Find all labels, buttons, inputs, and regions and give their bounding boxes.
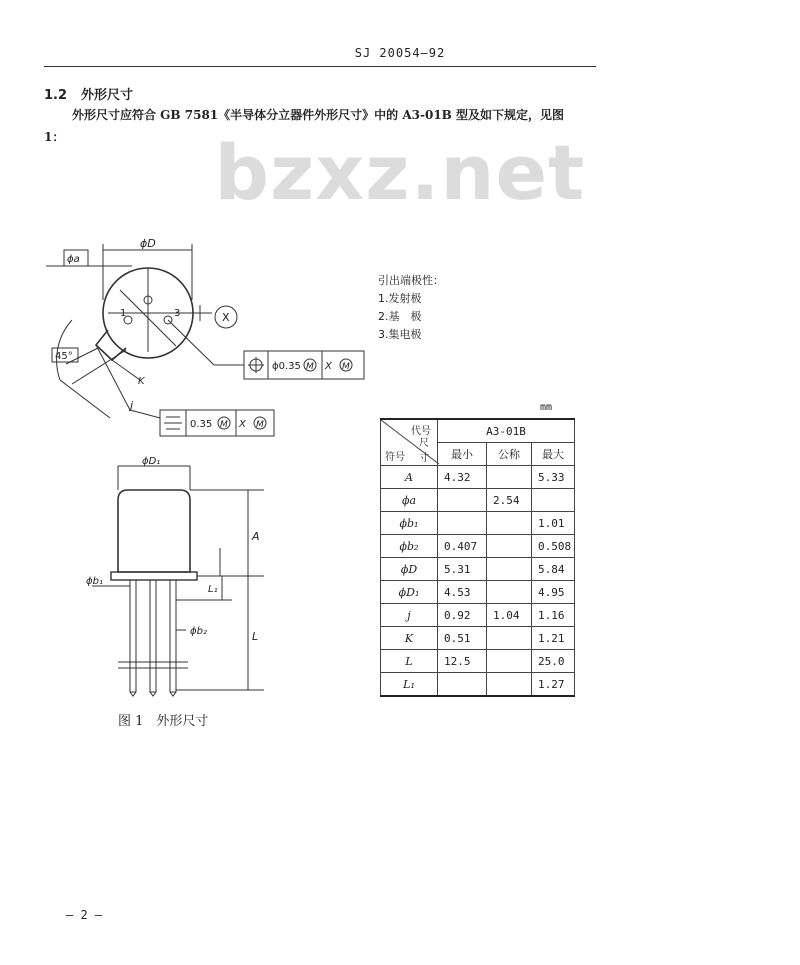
cell-nom xyxy=(487,466,532,489)
cell-max xyxy=(532,489,575,512)
cell-min: 5.31 xyxy=(438,558,487,581)
label-phib1: ϕb₁ xyxy=(86,576,103,587)
label-phiD1: ϕD₁ xyxy=(142,456,161,467)
cell-symbol: j xyxy=(381,604,438,627)
can-body xyxy=(118,490,190,572)
cell-min: 0.407 xyxy=(438,535,487,558)
label-pin3: 3 xyxy=(174,308,181,319)
pin-polarity-item: 2.基 极 xyxy=(378,310,422,323)
cell-nom xyxy=(487,581,532,604)
table-row xyxy=(381,650,575,673)
cell-max: 1.01 xyxy=(532,512,575,535)
table-model-header: A3-01B xyxy=(438,419,575,443)
col-header-max: 最大 xyxy=(532,443,575,466)
section-paragraph-cont: 1： xyxy=(44,130,65,144)
tol2-ref-mod: M xyxy=(256,420,264,430)
cell-nom xyxy=(487,673,532,697)
cell-symbol: ϕD₁ xyxy=(381,581,438,604)
cell-symbol: ϕD xyxy=(381,558,438,581)
label-A: A xyxy=(252,530,260,543)
cell-symbol: L xyxy=(381,650,438,673)
pin-polarity-item: 1.发射极 xyxy=(378,292,422,305)
header-symbol: 符号 xyxy=(385,452,405,463)
label-angle: 45° xyxy=(55,351,73,362)
cell-symbol: K xyxy=(381,627,438,650)
label-phib2: ϕb₂ xyxy=(190,626,207,637)
cell-max: 0.508 xyxy=(532,535,575,558)
cell-max: 1.16 xyxy=(532,604,575,627)
header-size: 尺寸 xyxy=(419,438,429,464)
tol1-value: ϕ0.35 xyxy=(272,361,301,372)
page-number: — 2 — xyxy=(66,908,103,922)
flange xyxy=(111,572,197,580)
label-L: L xyxy=(252,630,259,643)
cell-max: 5.84 xyxy=(532,558,575,581)
cell-symbol: ϕb₂ xyxy=(381,535,438,558)
cell-nom xyxy=(487,650,532,673)
table-row xyxy=(381,535,575,558)
cell-min xyxy=(438,489,487,512)
header-code: 代号 xyxy=(411,426,431,437)
cell-nom xyxy=(487,558,532,581)
cell-max: 1.27 xyxy=(532,673,575,697)
label-k: K xyxy=(138,376,145,387)
table-row xyxy=(381,489,575,512)
label-pin1: 1 xyxy=(120,308,127,319)
lead-1 xyxy=(130,580,136,692)
cell-nom xyxy=(487,535,532,558)
doc-code-header: SJ 20054—92 xyxy=(354,46,446,60)
table-row xyxy=(381,627,575,650)
cell-max: 4.95 xyxy=(532,581,575,604)
cell-nom xyxy=(487,512,532,535)
section-title: 外形尺寸 xyxy=(81,88,134,103)
cell-symbol: ϕa xyxy=(381,489,438,512)
col-header-min: 最小 xyxy=(438,443,487,466)
tol1-ref: X xyxy=(325,361,332,372)
cell-nom: 1.04 xyxy=(487,604,532,627)
label-j: j xyxy=(130,399,134,412)
top-view-tab xyxy=(96,330,126,360)
cell-min: 12.5 xyxy=(438,650,487,673)
cell-max: 1.21 xyxy=(532,627,575,650)
cell-max: 25.0 xyxy=(532,650,575,673)
cell-min: 4.53 xyxy=(438,581,487,604)
table-row xyxy=(381,581,575,604)
cell-min xyxy=(438,673,487,697)
table-row xyxy=(381,673,575,697)
col-header-nom: 公称 xyxy=(487,443,532,466)
cell-nom xyxy=(487,627,532,650)
table-row xyxy=(381,466,575,489)
lead-3 xyxy=(170,580,176,692)
tol2-mod: M xyxy=(220,420,228,430)
cell-symbol: ϕb₁ xyxy=(381,512,438,535)
label-L1: L₁ xyxy=(208,584,218,595)
label-datum-x: X xyxy=(222,311,230,324)
tol2-ref: X xyxy=(239,419,246,430)
label-phiD: ϕD xyxy=(140,237,156,250)
table-row xyxy=(381,604,575,627)
watermark: bzxz.net xyxy=(214,128,586,217)
cell-min: 4.32 xyxy=(438,466,487,489)
table-row xyxy=(381,558,575,581)
tol1-mod: M xyxy=(306,362,314,372)
cell-min: 0.51 xyxy=(438,627,487,650)
section-paragraph: 外形尺寸应符合 GB 7581《半导体分立器件外形尺寸》中的 A3-01B 型及如下规定，见图 xyxy=(72,108,564,122)
pin-polarity-title: 引出端极性： xyxy=(378,274,444,287)
pin-polarity-item: 3.集电极 xyxy=(378,328,422,341)
table-unit: mm xyxy=(540,402,553,413)
label-phia: ϕa xyxy=(67,254,80,265)
cell-min: 0.92 xyxy=(438,604,487,627)
cell-nom: 2.54 xyxy=(487,489,532,512)
cell-min xyxy=(438,512,487,535)
cell-symbol: L₁ xyxy=(381,673,438,697)
section-number: 1.2 xyxy=(44,88,68,103)
table-corner-header xyxy=(381,419,438,466)
tol1-ref-mod: M xyxy=(342,362,350,372)
dimension-table xyxy=(380,418,575,697)
cell-max: 5.33 xyxy=(532,466,575,489)
tol2-value: 0.35 xyxy=(190,419,213,430)
figure-caption: 图 1 外形尺寸 xyxy=(118,714,209,729)
table-row xyxy=(381,512,575,535)
lead-2 xyxy=(150,580,156,692)
cell-symbol: A xyxy=(381,466,438,489)
